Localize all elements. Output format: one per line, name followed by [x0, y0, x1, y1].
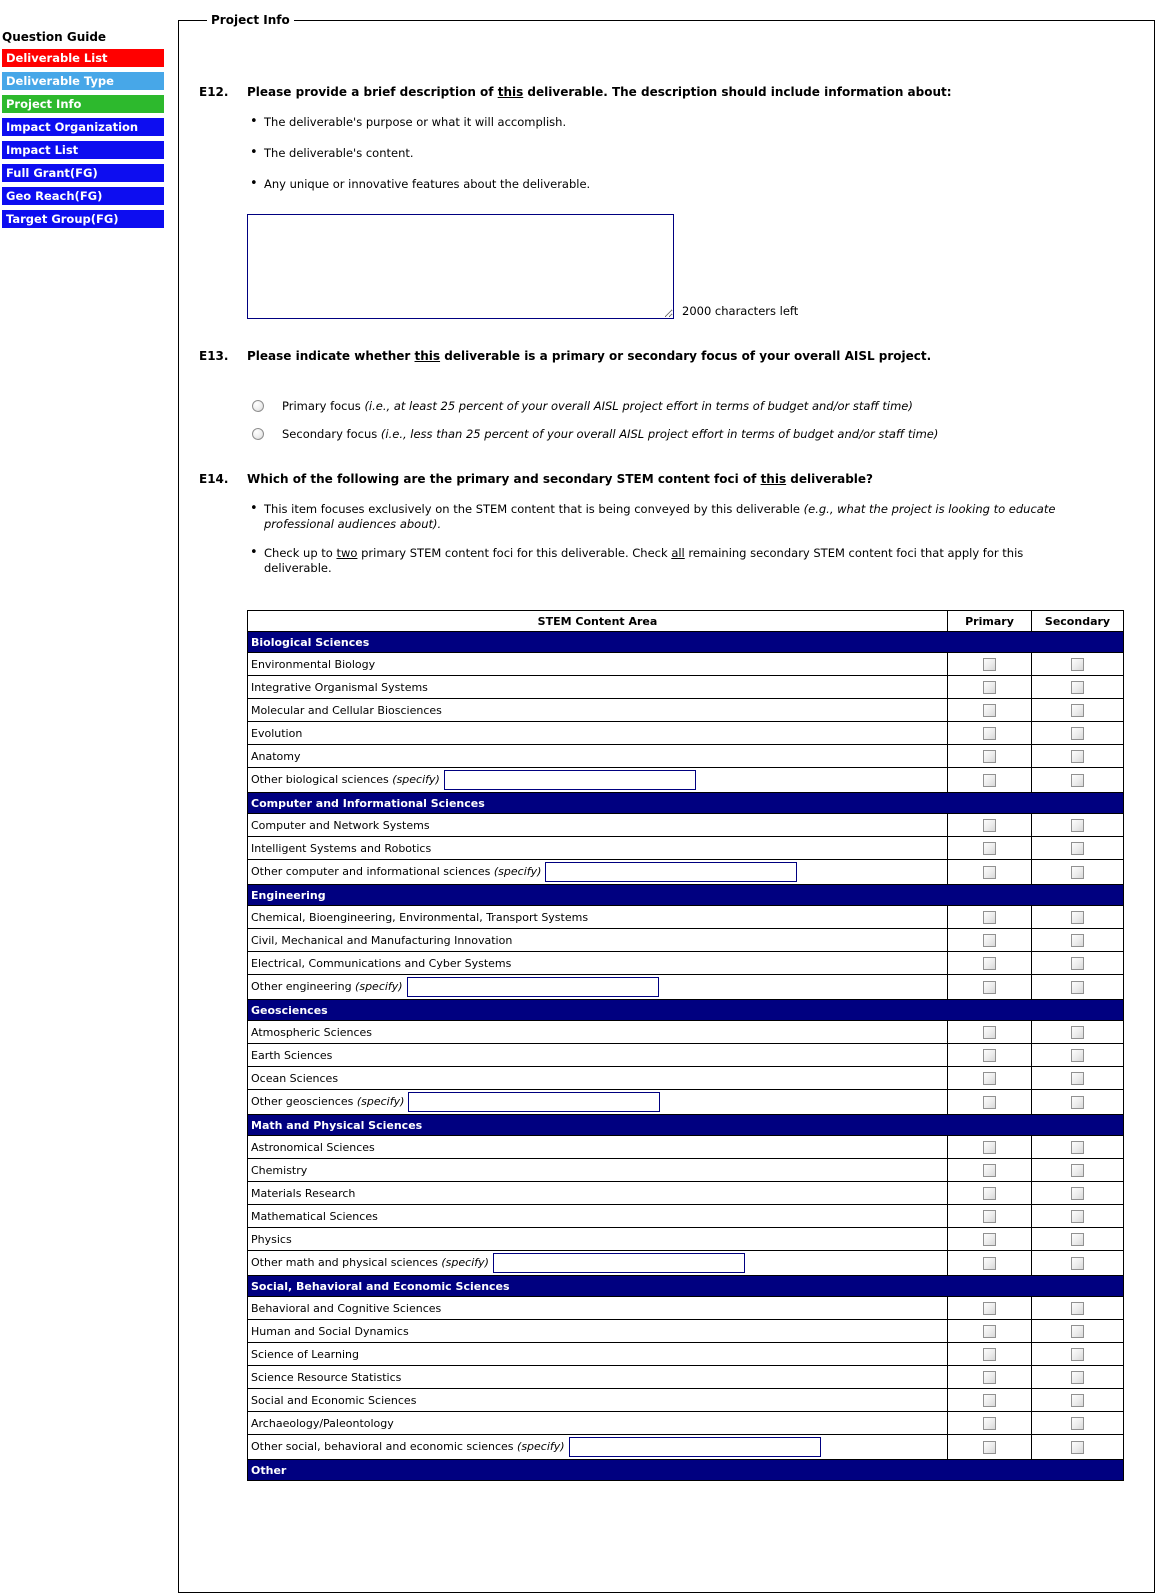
sidebar-item-geo-reach-fg[interactable]: Geo Reach(FG) — [2, 187, 164, 205]
primary-checkbox[interactable] — [983, 1348, 996, 1361]
e14-bullet-list — [199, 502, 1079, 576]
question-number: E12. — [199, 85, 229, 99]
primary-checkbox[interactable] — [983, 1187, 996, 1200]
table-row-integrative-organismal-systems — [248, 676, 1124, 699]
specify-label: (specify) — [355, 980, 403, 993]
primary-checkbox[interactable] — [983, 1417, 996, 1430]
table-row-chemical-bioengineering-environmental-transport-systems — [248, 906, 1124, 929]
other-computer-and-informational-sciencesspecify-input[interactable] — [545, 862, 797, 882]
content-area-label: Other biological sciences — [251, 773, 393, 786]
question-guide-sidebar — [2, 30, 164, 233]
specify-label: (specify) — [356, 1095, 405, 1108]
column-header-primary: Primary — [948, 611, 1032, 632]
content-area-label: Intelligent Systems and Robotics — [251, 841, 432, 855]
table-row-atmospheric-sciences — [248, 1021, 1124, 1044]
specify-label: (specify) — [493, 865, 542, 878]
content-area-label: Behavioral and Cognitive Sciences — [251, 1301, 442, 1315]
e12-bullet-list — [199, 115, 1130, 192]
primary-checkbox[interactable] — [983, 681, 996, 694]
section-header-label: Biological Sciences — [248, 632, 1124, 653]
secondary-checkbox[interactable] — [1071, 911, 1084, 924]
table-row-science-resource-statistics — [248, 1366, 1124, 1389]
table-row-other-computer-and-informational-sciences — [248, 860, 1124, 885]
secondary-checkbox[interactable] — [1071, 866, 1084, 879]
primary-checkbox[interactable] — [983, 1233, 996, 1246]
sidebar-item-deliverable-list[interactable]: Deliverable List — [2, 49, 164, 67]
content-area-label: Chemical, Bioengineering, Environmental, Transport Systems — [251, 910, 589, 924]
content-area-label: Molecular and Cellular Biosciences — [251, 703, 442, 717]
question-text: Which of the following are the primary and secondary STEM content foci of this deliverable? — [247, 472, 874, 486]
bullet-item: • The deliverable's content. — [250, 146, 1130, 161]
sidebar-item-project-info[interactable]: Project Info — [2, 95, 164, 113]
secondary-checkbox[interactable] — [1071, 1096, 1084, 1109]
secondary-checkbox[interactable] — [1071, 1394, 1084, 1407]
content-area-label: Atmospheric Sciences — [251, 1025, 373, 1039]
primary-checkbox[interactable] — [983, 819, 996, 832]
bullet-item: • This item focuses exclusively on the STEM content that is being conveyed by this deliverable (e.g., what the project is looking to educate professional audiences about). — [250, 502, 1079, 532]
content-area-label: Science Resource Statistics — [251, 1370, 402, 1384]
secondary-focus-option — [252, 427, 1130, 442]
content-area-label: Human and Social Dynamics — [251, 1324, 409, 1338]
content-area-label: Evolution — [251, 726, 303, 740]
primary-checkbox[interactable] — [983, 934, 996, 947]
content-area-label: Electrical, Communications and Cyber Systems — [251, 956, 512, 970]
table-section-biological-sciences — [248, 632, 1124, 653]
other-geosciencesspecify-input[interactable] — [408, 1092, 660, 1112]
description-textarea[interactable] — [247, 214, 674, 319]
column-header-secondary: Secondary — [1032, 611, 1124, 632]
question-number: E14. — [199, 472, 229, 486]
secondary-checkbox[interactable] — [1071, 957, 1084, 970]
question-text: Please indicate whether this deliverable is a primary or secondary focus of your overall AISL project. — [247, 349, 932, 363]
section-header-label: Social, Behavioral and Economic Sciences — [248, 1276, 1124, 1297]
table-row-other-biological-sciences — [248, 768, 1124, 793]
specify-label: (specify) — [441, 1256, 489, 1269]
sidebar-item-impact-list[interactable]: Impact List — [2, 141, 164, 159]
specify-label: (specify) — [517, 1440, 565, 1453]
sidebar-title: Question Guide — [2, 30, 107, 44]
primary-checkbox[interactable] — [983, 750, 996, 763]
secondary-checkbox[interactable] — [1071, 750, 1084, 763]
secondary-checkbox[interactable] — [1071, 1187, 1084, 1200]
table-section-computer-and-informational-sciences — [248, 793, 1124, 814]
primary-checkbox[interactable] — [983, 1257, 996, 1270]
primary-checkbox[interactable] — [983, 1371, 996, 1384]
sidebar-item-deliverable-type[interactable]: Deliverable Type — [2, 72, 164, 90]
bullet-item: • The deliverable's purpose or what it will accomplish. — [250, 115, 1130, 130]
content-area-label: Anatomy — [251, 749, 301, 763]
section-header-label: Math and Physical Sciences — [248, 1115, 1124, 1136]
primary-checkbox[interactable] — [983, 1210, 996, 1223]
secondary-focus-radio[interactable] — [252, 428, 264, 440]
table-row-civil-mechanical-and-manufacturing-innovation — [248, 929, 1124, 952]
primary-checkbox[interactable] — [983, 911, 996, 924]
table-row-astronomical-sciences — [248, 1136, 1124, 1159]
primary-checkbox[interactable] — [983, 1096, 996, 1109]
table-row-materials-research — [248, 1182, 1124, 1205]
table-row-science-of-learning — [248, 1343, 1124, 1366]
bullet-item: • Any unique or innovative features about the deliverable. — [250, 177, 1130, 192]
content-area-label: Mathematical Sciences — [251, 1209, 378, 1223]
content-area-label: Other computer and informational sciences — [251, 865, 494, 878]
table-row-mathematical-sciences — [248, 1205, 1124, 1228]
table-row-other-engineering — [248, 975, 1124, 1000]
secondary-checkbox[interactable] — [1071, 1325, 1084, 1338]
primary-focus-radio[interactable] — [252, 400, 264, 412]
primary-checkbox[interactable] — [983, 1141, 996, 1154]
secondary-checkbox[interactable] — [1071, 1164, 1084, 1177]
secondary-checkbox[interactable] — [1071, 658, 1084, 671]
table-row-anatomy — [248, 745, 1124, 768]
content-area-label: Physics — [251, 1232, 292, 1246]
primary-focus-label: Primary focus (i.e., at least 25 percent of your overall AISL project effort in terms of budget and/or staff time) — [282, 399, 913, 413]
primary-checkbox[interactable] — [983, 1394, 996, 1407]
table-section-math-and-physical-sciences — [248, 1115, 1124, 1136]
secondary-focus-label: Secondary focus (i.e., less than 25 percent of your overall AISL project effort in terms of budget and/or staff time) — [282, 427, 939, 441]
table-row-other-math-and-physical-sciences — [248, 1251, 1124, 1276]
primary-checkbox[interactable] — [983, 727, 996, 740]
sidebar-item-target-group-fg[interactable]: Target Group(FG) — [2, 210, 164, 228]
primary-checkbox[interactable] — [983, 1164, 996, 1177]
table-row-behavioral-and-cognitive-sciences — [248, 1297, 1124, 1320]
stem-content-table — [247, 610, 1124, 1481]
question-e12-heading — [199, 85, 1130, 99]
secondary-checkbox[interactable] — [1071, 1210, 1084, 1223]
table-row-intelligent-systems-and-robotics — [248, 837, 1124, 860]
section-header-label: Computer and Informational Sciences — [248, 793, 1124, 814]
section-header-label: Other — [248, 1460, 1124, 1481]
sidebar-items — [2, 49, 164, 228]
secondary-checkbox[interactable] — [1071, 819, 1084, 832]
content-area-label: Other engineering — [251, 980, 356, 993]
content-area-label: Chemistry — [251, 1163, 308, 1177]
primary-checkbox[interactable] — [983, 842, 996, 855]
secondary-checkbox[interactable] — [1071, 727, 1084, 740]
primary-checkbox[interactable] — [983, 1325, 996, 1338]
secondary-checkbox[interactable] — [1071, 1257, 1084, 1270]
content-area-label: Integrative Organismal Systems — [251, 680, 428, 694]
primary-checkbox[interactable] — [983, 1049, 996, 1062]
secondary-checkbox[interactable] — [1071, 681, 1084, 694]
question-e13-heading — [199, 349, 1130, 363]
secondary-checkbox[interactable] — [1071, 1371, 1084, 1384]
table-row-molecular-and-cellular-biosciences — [248, 699, 1124, 722]
primary-checkbox[interactable] — [983, 1441, 996, 1454]
specify-label: (specify) — [392, 773, 440, 786]
primary-checkbox[interactable] — [983, 658, 996, 671]
table-row-evolution — [248, 722, 1124, 745]
secondary-checkbox[interactable] — [1071, 1072, 1084, 1085]
secondary-checkbox[interactable] — [1071, 1441, 1084, 1454]
primary-checkbox[interactable] — [983, 1026, 996, 1039]
primary-checkbox[interactable] — [983, 957, 996, 970]
table-row-other-social-behavioral-and-economic-sciences — [248, 1435, 1124, 1460]
question-e14-heading — [199, 472, 1130, 486]
secondary-checkbox[interactable] — [1071, 1141, 1084, 1154]
content-area-label: Ocean Sciences — [251, 1071, 339, 1085]
content-area-label: Other math and physical sciences — [251, 1256, 442, 1269]
content-area-label: Environmental Biology — [251, 657, 376, 671]
content-area-label: Earth Sciences — [251, 1048, 333, 1062]
table-row-computer-and-network-systems — [248, 814, 1124, 837]
content-area-label: Astronomical Sciences — [251, 1140, 375, 1154]
content-area-label: Social and Economic Sciences — [251, 1393, 417, 1407]
content-area-label: Archaeology/Paleontology — [251, 1416, 394, 1430]
table-row-other-geosciences — [248, 1090, 1124, 1115]
section-header-label: Geosciences — [248, 1000, 1124, 1021]
table-header-row — [248, 611, 1124, 632]
table-row-chemistry — [248, 1159, 1124, 1182]
table-row-social-and-economic-sciences — [248, 1389, 1124, 1412]
question-number: E13. — [199, 349, 229, 363]
secondary-checkbox[interactable] — [1071, 1233, 1084, 1246]
table-row-physics — [248, 1228, 1124, 1251]
fieldset-legend: Project Info — [211, 13, 290, 27]
content-area-label: Other geosciences — [251, 1095, 357, 1108]
primary-checkbox[interactable] — [983, 704, 996, 717]
table-section-other — [248, 1460, 1124, 1481]
bullet-item: • Check up to two primary STEM content foci for this deliverable. Check all remaining secondary STEM content foci that apply for this deliverable. — [250, 546, 1079, 576]
content-area-label: Other social, behavioral and economic sciences — [251, 1440, 518, 1453]
project-info-fieldset — [178, 13, 1155, 1593]
secondary-checkbox[interactable] — [1071, 1417, 1084, 1430]
primary-focus-option — [252, 399, 1130, 414]
description-textarea-row — [247, 214, 1130, 319]
content-area-label: Civil, Mechanical and Manufacturing Innovation — [251, 933, 513, 947]
primary-checkbox[interactable] — [983, 1302, 996, 1315]
question-text: Please provide a brief description of this deliverable. The description should include information about: — [247, 85, 952, 99]
sidebar-item-full-grant-fg[interactable]: Full Grant(FG) — [2, 164, 164, 182]
secondary-checkbox[interactable] — [1071, 1348, 1084, 1361]
table-row-electrical-communications-and-cyber-systems — [248, 952, 1124, 975]
primary-checkbox[interactable] — [983, 981, 996, 994]
secondary-checkbox[interactable] — [1071, 704, 1084, 717]
secondary-checkbox[interactable] — [1071, 1302, 1084, 1315]
table-section-engineering — [248, 885, 1124, 906]
secondary-checkbox[interactable] — [1071, 934, 1084, 947]
secondary-checkbox[interactable] — [1071, 1026, 1084, 1039]
content-area-label: Materials Research — [251, 1186, 356, 1200]
table-row-earth-sciences — [248, 1044, 1124, 1067]
focus-options — [252, 399, 1130, 442]
primary-checkbox[interactable] — [983, 866, 996, 879]
primary-checkbox[interactable] — [983, 774, 996, 787]
other-biological-sciencesspecify-input[interactable] — [444, 770, 696, 790]
section-header-label: Engineering — [248, 885, 1124, 906]
primary-checkbox[interactable] — [983, 1072, 996, 1085]
content-area-label: Science of Learning — [251, 1347, 359, 1361]
secondary-checkbox[interactable] — [1071, 981, 1084, 994]
other-social-behavioral-and-economic-sciencesspecify-input[interactable] — [569, 1437, 821, 1457]
characters-left-label: 2000 characters left — [682, 304, 799, 318]
other-engineeringspecify-input[interactable] — [407, 977, 659, 997]
column-header-stem-content-area: STEM Content Area — [248, 611, 948, 632]
secondary-checkbox[interactable] — [1071, 774, 1084, 787]
content-area-label: Computer and Network Systems — [251, 818, 430, 832]
table-row-ocean-sciences — [248, 1067, 1124, 1090]
table-section-geosciences — [248, 1000, 1124, 1021]
secondary-checkbox[interactable] — [1071, 842, 1084, 855]
secondary-checkbox[interactable] — [1071, 1049, 1084, 1062]
table-row-human-and-social-dynamics — [248, 1320, 1124, 1343]
table-row-archaeology-paleontology — [248, 1412, 1124, 1435]
other-math-and-physical-sciencesspecify-input[interactable] — [493, 1253, 745, 1273]
table-row-environmental-biology — [248, 653, 1124, 676]
table-section-social-behavioral-and-economic-sciences — [248, 1276, 1124, 1297]
sidebar-item-impact-organization[interactable]: Impact Organization — [2, 118, 164, 136]
